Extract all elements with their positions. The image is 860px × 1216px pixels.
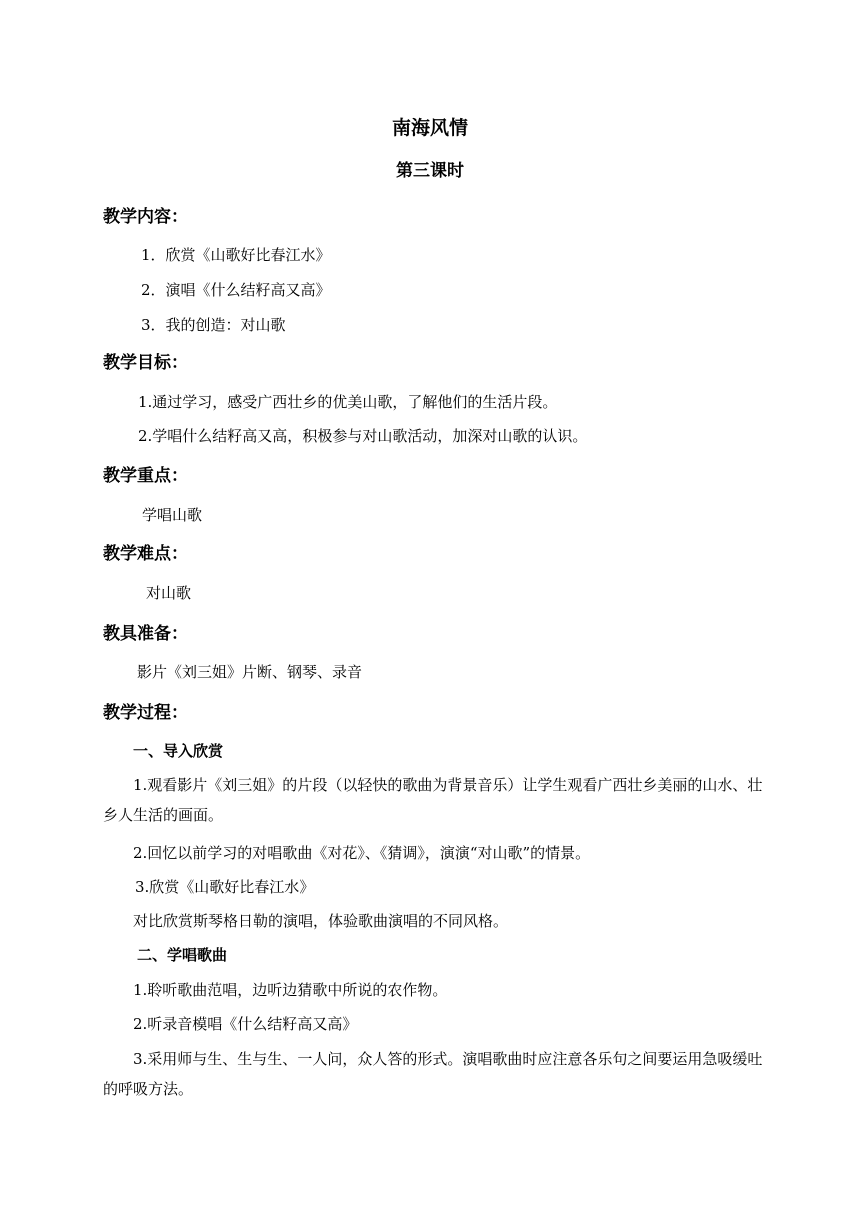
teaching-goal-item: 1.通过学习，感受广西壮乡的优美山歌，了解他们的生活片段。: [138, 393, 558, 411]
section-heading-difficult-points: 教学难点：: [103, 544, 188, 564]
document-title: 南海风情: [391, 117, 468, 139]
difficult-points-text: 对山歌: [146, 584, 192, 602]
process-paragraph: 1.聆听歌曲范唱，边听边猜歌中所说的农作物。: [133, 981, 448, 999]
process-paragraph: 1.观看影片《刘三姐》的片段（以轻快的歌曲为背景音乐）让学生观看广西壮乡美丽的山水、壮乡人生活的画面。: [103, 776, 763, 824]
materials-text: 影片《刘三姐》片断、钢琴、录音: [137, 663, 363, 681]
section-heading-materials: 教具准备：: [103, 624, 188, 644]
document-subtitle: 第三课时: [396, 161, 464, 181]
subsection-heading-learn-song: 二、学唱歌曲: [137, 946, 228, 964]
teaching-content-item: 1．欣赏《山歌好比春江水》: [141, 246, 331, 264]
subsection-heading-introduction: 一、导入欣赏: [133, 742, 224, 760]
process-paragraph: 对比欣赏斯琴格日勒的演唱，体验歌曲演唱的不同风格。: [133, 912, 509, 930]
section-heading-key-points: 教学重点：: [103, 466, 188, 486]
section-heading-teaching-content: 教学内容：: [103, 207, 188, 227]
teaching-goal-item: 2.学唱什么结籽高又高，积极参与对山歌活动，加深对山歌的认识。: [138, 427, 588, 445]
section-heading-teaching-goals: 教学目标：: [103, 353, 188, 373]
key-points-text: 学唱山歌: [142, 506, 203, 524]
process-paragraph: 2.听录音模唱《什么结籽高又高》: [133, 1015, 358, 1033]
process-paragraph: 2.回忆以前学习的对唱歌曲《对花》、《猜调》，演演“对山歌”的情景。: [133, 844, 591, 862]
process-paragraph: 3.采用师与生、生与生、一人问，众人答的形式。演唱歌曲时应注意各乐句之间要运用急吸缓吐的呼吸方法。: [103, 1050, 763, 1098]
section-heading-process: 教学过程：: [103, 703, 188, 723]
teaching-content-item: 2．演唱《什么结籽高又高》: [141, 281, 331, 299]
teaching-content-item: 3．我的创造：对山歌: [141, 316, 286, 334]
process-paragraph: 3.欣赏《山歌好比春江水》: [135, 878, 315, 896]
